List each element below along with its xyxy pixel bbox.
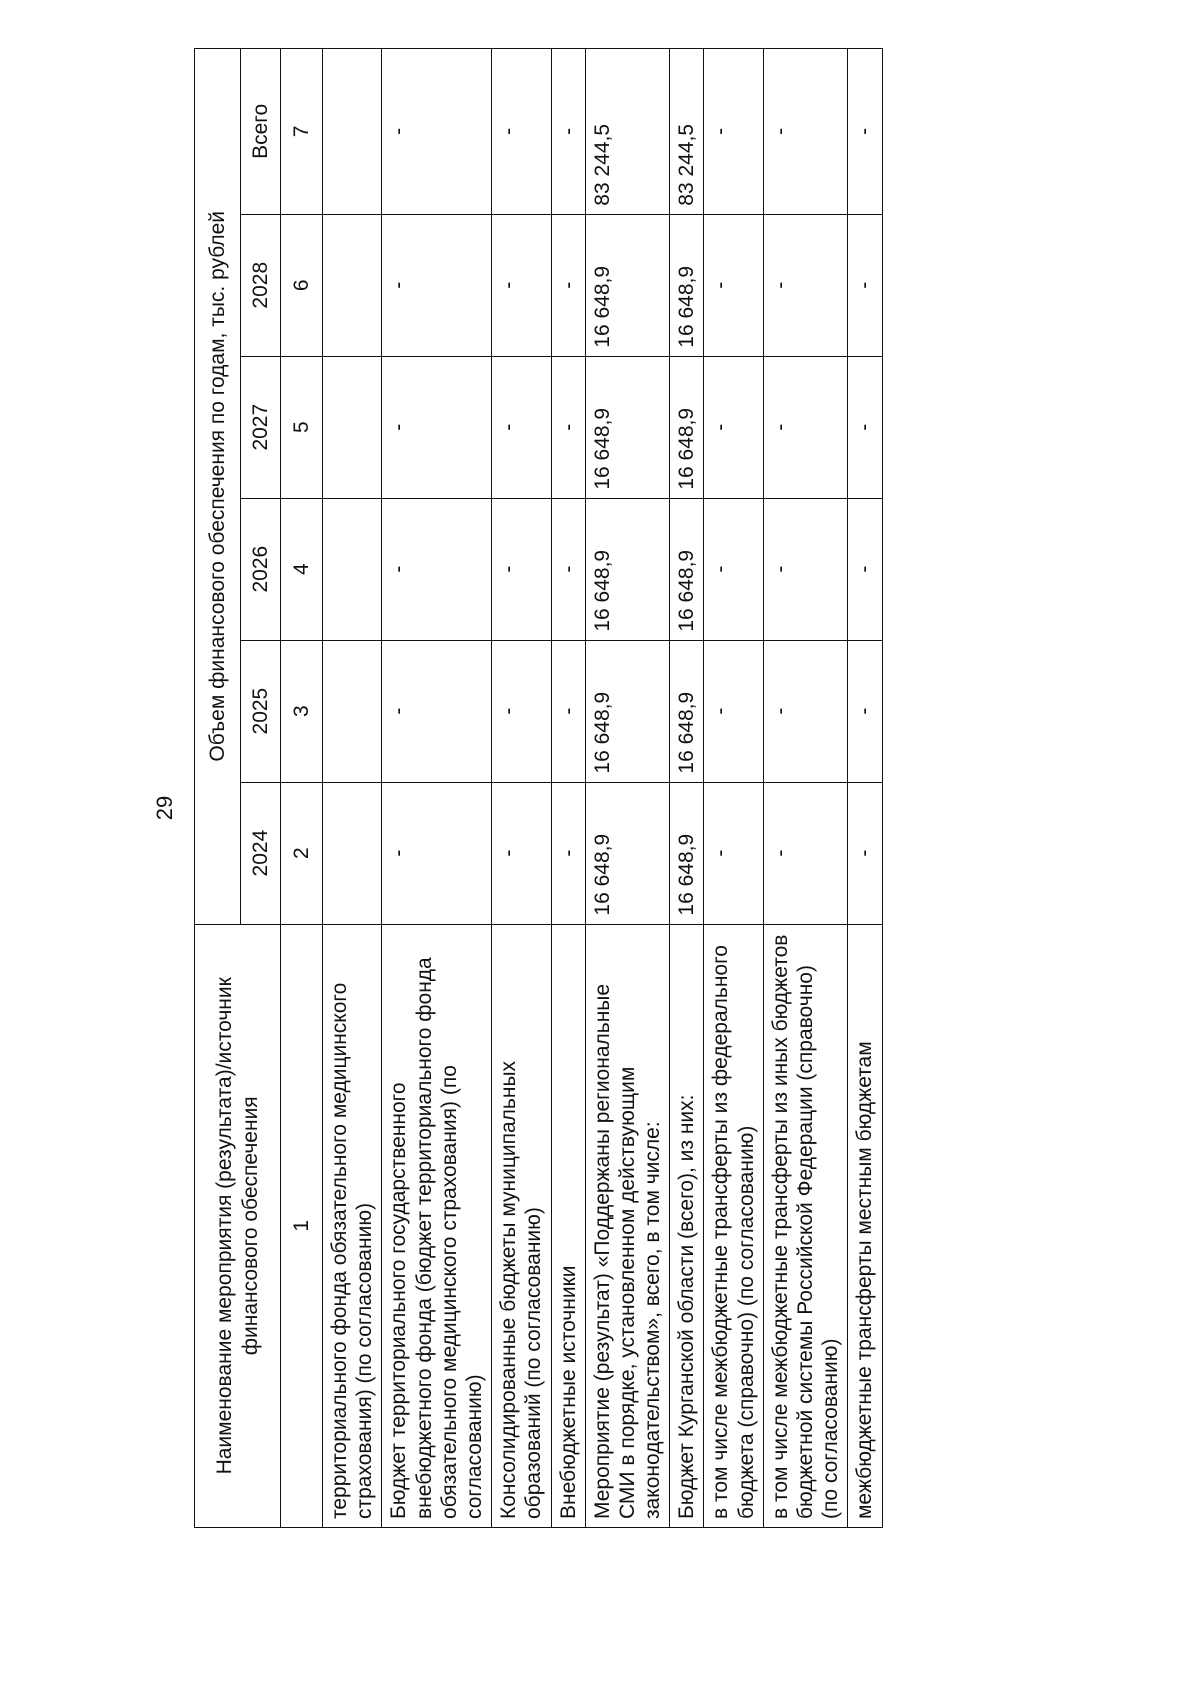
cell-value: - xyxy=(551,356,585,498)
table-row xyxy=(551,49,585,1528)
row-name: Бюджет территориального государственного внебюджетного фонда (бюджет территориального фонда обязательного медицинского страхования) (по согласованию) xyxy=(382,924,492,1527)
table-row xyxy=(323,49,382,1528)
cell-value: 16 648,9 xyxy=(585,214,670,356)
financing-table xyxy=(194,48,883,1528)
cell-value: 16 648,9 xyxy=(670,214,704,356)
cell-value: - xyxy=(551,640,585,782)
cell-value: - xyxy=(492,214,551,356)
cell-value: 16 648,9 xyxy=(670,356,704,498)
cell-value: - xyxy=(551,214,585,356)
cell-value xyxy=(323,214,382,356)
cell-value: - xyxy=(848,214,882,356)
cell-value: - xyxy=(492,356,551,498)
cell-value: - xyxy=(763,640,848,782)
cell-value: - xyxy=(382,640,492,782)
cell-value: - xyxy=(492,498,551,640)
header-name: Наименование мероприятия (результата)/источник финансового обеспечения xyxy=(195,924,281,1527)
cell-value xyxy=(323,640,382,782)
row-name: Мероприятие (результат) «Поддержаны региональные СМИ в порядке, установленном действующим законодательством», всего, в том числе: xyxy=(585,924,670,1527)
cell-value xyxy=(323,782,382,924)
year-header: 2028 xyxy=(241,214,281,356)
header-volume: Объем финансового обеспечения по годам, тыс. рублей xyxy=(195,49,241,925)
year-header: 2026 xyxy=(241,498,281,640)
rotated-page-content xyxy=(194,48,883,1528)
cell-value: - xyxy=(704,640,763,782)
cell-value: - xyxy=(382,49,492,215)
table-row xyxy=(670,49,704,1528)
cell-value: - xyxy=(848,782,882,924)
cell-value: - xyxy=(382,782,492,924)
cell-value: - xyxy=(848,356,882,498)
table-row xyxy=(492,49,551,1528)
cell-value: - xyxy=(551,498,585,640)
row-name: в том числе межбюджетные трансферты из федерального бюджета (справочно) (по согласованию) xyxy=(704,924,763,1527)
table-row xyxy=(763,49,848,1528)
cell-value: - xyxy=(382,498,492,640)
table-row xyxy=(585,49,670,1528)
cell-value: 83 244,5 xyxy=(670,49,704,215)
column-number: 4 xyxy=(281,498,323,640)
total-header: Всего xyxy=(241,49,281,215)
row-name: в том числе межбюджетные трансферты из иных бюджетов бюджетной системы Российской Федерации (справочно) (по согласованию) xyxy=(763,924,848,1527)
cell-value: - xyxy=(704,782,763,924)
cell-value: - xyxy=(704,498,763,640)
column-number: 7 xyxy=(281,49,323,215)
column-number: 5 xyxy=(281,356,323,498)
row-name: Консолидированные бюджеты муниципальных образований (по согласованию) xyxy=(492,924,551,1527)
row-name: межбюджетные трансферты местным бюджетам xyxy=(848,924,882,1527)
cell-value: - xyxy=(492,49,551,215)
year-header: 2024 xyxy=(241,782,281,924)
table-row xyxy=(382,49,492,1528)
cell-value: - xyxy=(551,782,585,924)
cell-value: - xyxy=(382,356,492,498)
cell-value: 16 648,9 xyxy=(585,498,670,640)
page-number: 29 xyxy=(152,795,177,821)
year-header: 2025 xyxy=(241,640,281,782)
cell-value: - xyxy=(382,214,492,356)
year-header: 2027 xyxy=(241,356,281,498)
cell-value: - xyxy=(551,49,585,215)
cell-value: - xyxy=(848,49,882,215)
cell-value: - xyxy=(763,214,848,356)
column-number: 6 xyxy=(281,214,323,356)
cell-value xyxy=(323,49,382,215)
column-number: 2 xyxy=(281,782,323,924)
row-name: территориального фонда обязательного медицинского страхования) (по согласованию) xyxy=(323,924,382,1527)
table-row xyxy=(848,49,882,1528)
cell-value: - xyxy=(763,49,848,215)
cell-value: - xyxy=(848,498,882,640)
row-name: Внебюджетные источники xyxy=(551,924,585,1527)
cell-value: 83 244,5 xyxy=(585,49,670,215)
cell-value: 16 648,9 xyxy=(585,640,670,782)
cell-value: - xyxy=(763,498,848,640)
column-number: 1 xyxy=(281,924,323,1527)
column-number: 3 xyxy=(281,640,323,782)
cell-value: 16 648,9 xyxy=(670,498,704,640)
cell-value: 16 648,9 xyxy=(670,782,704,924)
cell-value: - xyxy=(763,356,848,498)
cell-value xyxy=(323,356,382,498)
cell-value xyxy=(323,498,382,640)
cell-value: 16 648,9 xyxy=(585,356,670,498)
cell-value: - xyxy=(704,356,763,498)
cell-value: - xyxy=(848,640,882,782)
cell-value: - xyxy=(704,49,763,215)
cell-value: 16 648,9 xyxy=(670,640,704,782)
table-row xyxy=(704,49,763,1528)
cell-value: 16 648,9 xyxy=(585,782,670,924)
cell-value: - xyxy=(492,640,551,782)
cell-value: - xyxy=(492,782,551,924)
cell-value: - xyxy=(704,214,763,356)
row-name: Бюджет Курганской области (всего), из них: xyxy=(670,924,704,1527)
cell-value: - xyxy=(763,782,848,924)
